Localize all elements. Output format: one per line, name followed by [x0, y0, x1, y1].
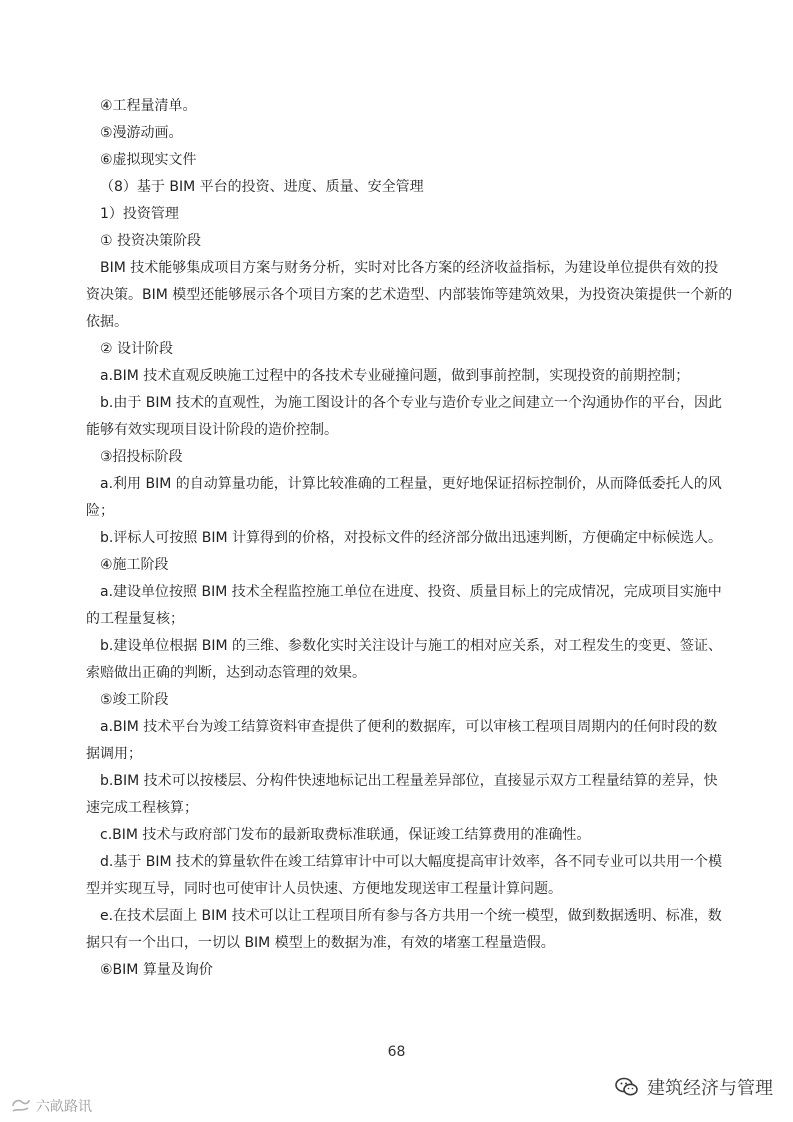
wechat-icon: [615, 1075, 639, 1099]
source-watermark: [10, 1096, 92, 1116]
text-line: 1）投资管理: [100, 206, 179, 222]
text-line: e.在技术层面上 BIM 技术可以让工程项目所有参与各方共用一个统一模型，做到数据透明、标准，数: [100, 908, 722, 924]
text-line: ④施工阶段: [100, 557, 169, 573]
logo-icon: [10, 1097, 32, 1115]
text-line: ⑤漫游动画。: [100, 125, 183, 141]
text-line: 的工程量复核；: [86, 611, 184, 627]
account-watermark: [615, 1074, 773, 1100]
text-line: a.利用 BIM 的自动算量功能，计算比较准确的工程量，更好地保证招标控制价，从而降低委托人的风: [100, 476, 722, 492]
text-line: ① 投资决策阶段: [100, 233, 202, 249]
text-line: a.BIM 技术平台为竣工结算资料审查提供了便利的数据库，可以审核工程项目周期内的任何时段的数: [100, 719, 718, 735]
text-line: 能够有效实现项目设计阶段的造价控制。: [86, 422, 338, 438]
text-line: 索赔做出正确的判断，达到动态管理的效果。: [86, 665, 366, 681]
text-line: BIM 技术能够集成项目方案与财务分析，实时对比各方案的经济收益指标，为建设单位提供有效的投: [100, 260, 719, 276]
text-line: 险；: [86, 503, 114, 519]
page-number: 68: [387, 1044, 406, 1060]
text-line: 据只有一个出口，一切以 BIM 模型上的数据为准，有效的堵塞工程量造假。: [86, 935, 555, 951]
account-name: 建筑经济与管理: [647, 1078, 773, 1099]
text-line: d.基于 BIM 技术的算量软件在竣工结算审计中可以大幅度提高审计效率，各不同专业可以共用一个模: [100, 854, 723, 870]
text-line: a.BIM 技术直观反映施工过程中的各技术专业碰撞问题，做到事前控制，实现投资的前期控制；: [100, 368, 690, 384]
text-line: b.BIM 技术可以按楼层、分构件快速地标记出工程量差异部位，直接显示双方工程量结算的差异，快: [100, 773, 718, 789]
text-line: ③招投标阶段: [100, 449, 183, 465]
text-line: ⑤竣工阶段: [100, 692, 169, 708]
text-line: 据调用；: [86, 746, 142, 762]
text-line: （8）基于 BIM 平台的投资、进度、质量、安全管理: [100, 179, 424, 195]
text-line: 依据。: [86, 314, 128, 330]
text-line: ④工程量清单。: [100, 98, 197, 114]
text-line: b.评标人可按照 BIM 计算得到的价格，对投标文件的经济部分做出迅速判断，方便确定中标候选人。: [100, 530, 723, 546]
text-line: ⑥BIM 算量及询价: [100, 962, 213, 978]
text-line: 资决策。BIM 模型还能够展示各个项目方案的艺术造型、内部装饰等建筑效果，为投资决策提供一个新的: [86, 287, 733, 303]
text-line: 速完成工程核算；: [86, 800, 198, 816]
text-line: ② 设计阶段: [100, 341, 174, 357]
source-name: 六畝路讯: [36, 1099, 92, 1115]
text-line: a.建设单位按照 BIM 技术全程监控施工单位在进度、投资、质量目标上的完成情况，完成项目实施中: [100, 584, 722, 600]
text-line: ⑥虚拟现实文件: [100, 152, 197, 168]
text-line: b.建设单位根据 BIM 的三维、参数化实时关注设计与施工的相对应关系，对工程发生的变更、签证、: [100, 638, 723, 654]
text-line: b.由于 BIM 技术的直观性，为施工图设计的各个专业与造价专业之间建立一个沟通协作的平台，因此: [100, 395, 723, 411]
text-line: 型并实现互导，同时也可使审计人员快速、方便地发现送审工程量计算问题。: [86, 881, 562, 897]
text-line: c.BIM 技术与政府部门发布的最新取费标准联通，保证竣工结算费用的准确性。: [100, 827, 591, 843]
